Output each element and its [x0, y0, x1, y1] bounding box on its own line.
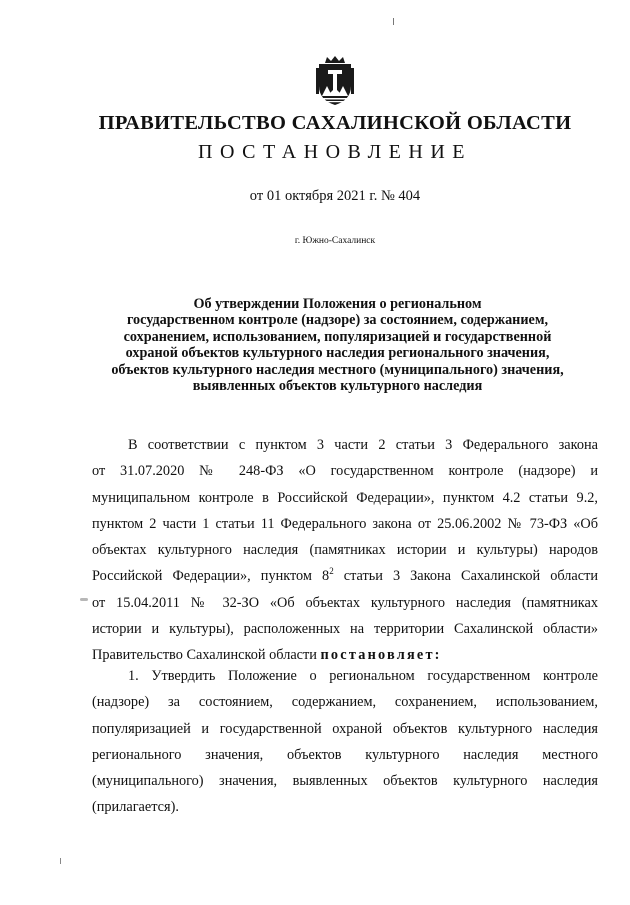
- sakhalin-coat-of-arms-icon: [313, 56, 357, 106]
- paragraph-line: [92, 563, 598, 589]
- paragraph-line: (прилагается).: [92, 799, 179, 816]
- paragraph-line: муниципальном контроле в Российской Федерации», пунктом 4.2 статьи 9.2,: [92, 489, 598, 506]
- paragraph-line: популяризацией и государственной охраной объектов культурного наследия: [92, 720, 598, 737]
- resolves-word: постановляет:: [320, 647, 442, 664]
- document-type: ПОСТАНОВЛЕНИЕ: [198, 141, 472, 163]
- paragraph-line: от 31.07.2020 № 248-ФЗ «О государственном контроле (надзоре) и: [92, 463, 598, 480]
- document-city: г. Южно-Сахалинск: [294, 236, 376, 246]
- line-text: статьи 3 Закона Сахалинской области: [343, 568, 598, 585]
- subject-line: объектов культурного наследия местного (муниципального) значения,: [111, 361, 564, 378]
- paragraph-line: (муниципального) значения, выявленных объектов культурного наследия: [92, 773, 598, 790]
- superscript: 2: [329, 566, 334, 577]
- paragraph-line: пунктом 2 части 1 статьи 11 Федерального закона от 25.06.2002 № 73-ФЗ «Об: [92, 515, 598, 532]
- scan-mark: [60, 858, 61, 864]
- paragraph-line: 1. Утвердить Положение о региональном государственном контроле: [128, 668, 598, 684]
- paragraph-line: В соответствии с пунктом 3 части 2 статьи 3 Федерального закона: [128, 437, 598, 453]
- paragraph-line: объектах культурного наследия (памятниках истории и культуры) народов: [92, 542, 598, 559]
- scan-mark: [80, 598, 88, 601]
- line-text: Российской Федерации», пунктом 8: [92, 568, 330, 585]
- government-title: ПРАВИТЕЛЬСТВО САХАЛИНСКОЙ ОБЛАСТИ: [98, 112, 572, 134]
- subject-line: Об утверждении Положения о региональном: [193, 296, 482, 312]
- subject-line: сохранением, использованием, популяризацией и государственной: [123, 328, 552, 345]
- subject-line: государственном контроле (надзоре) за состоянием, содержанием,: [126, 312, 549, 329]
- scan-mark: [393, 18, 394, 25]
- line-text: Правительство Сахалинской области: [92, 647, 321, 664]
- subject-line: охраной объектов культурного наследия регионального значения,: [125, 345, 550, 362]
- item-1-paragraph: [92, 663, 598, 821]
- preamble-paragraph: [92, 432, 598, 669]
- paragraph-line: (надзоре) за состоянием, содержанием, сохранением, использованием,: [92, 694, 598, 711]
- document-date-number: от 01 октября 2021 г. № 404: [249, 188, 421, 204]
- document-subject: [105, 296, 570, 394]
- subject-line: выявленных объектов культурного наследия: [192, 378, 483, 395]
- paragraph-line: регионального значения, объектов культурного наследия местного: [92, 746, 598, 763]
- paragraph-line: от 15.04.2011 № 32-ЗО «Об объектах культурного наследия (памятниках: [92, 594, 598, 611]
- paragraph-line: истории и культуры), расположенных на территории Сахалинской области»: [92, 621, 598, 638]
